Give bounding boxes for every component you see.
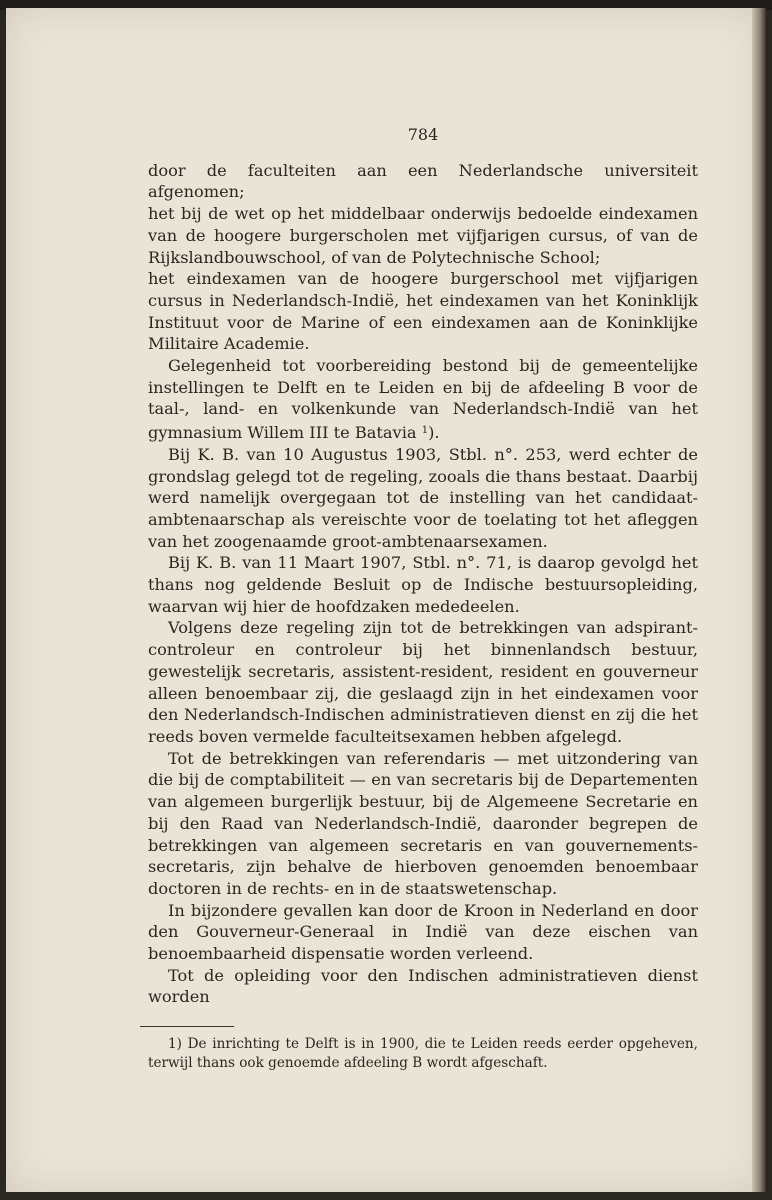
paragraph: Volgens deze regeling zijn tot de betrekkingen van adspirant-controleur en controleur bij het binnenlandsch bestuur, gewestelijk secretaris, assistent-resident, resident en gouverneur alleen benoembaar zij, die geslaagd zijn in het eindexamen voor den Nederlandsch-Indischen administratieven dienst en zij die het reeds boven vermelde faculteitsexamen hebben afgelegd. — [148, 618, 698, 746]
paragraph: In bijzondere gevallen kan door de Kroon in Nederland en door den Gouverneur-Generaal in Indië van deze eischen van benoembaarheid dispensatie worden verleend. — [148, 900, 698, 964]
footnote-reference-close: ). — [428, 423, 440, 443]
footnote-rule — [140, 1026, 234, 1027]
page-gutter-edge — [752, 8, 766, 1192]
footnote: 1) De inrichting te Delft is in 1900, die te Leiden reeds eerder opgeheven, terwijl thans ook genoemde afdeeling B wordt afgeschaft. — [148, 1036, 698, 1072]
page-content — [148, 124, 698, 1073]
paragraph: Tot de opleiding voor den Indischen administratieven dienst worden — [148, 965, 698, 1007]
paragraph: door de faculteiten aan een Nederlandsche universiteit afgenomen; — [148, 160, 698, 202]
paragraph: het eindexamen van de hoogere burgerschool met vijfjarigen cursus in Nederlandsch-Indië, het eindexamen van het Koninklijk Instituut voor de Marine of een eindexamen aan de Koninklijke Militaire Academie. — [148, 269, 698, 354]
page-number: 784 — [407, 125, 439, 144]
paragraph-text: Gelegenheid tot voorbereiding bestond bij de gemeentelijke instellingen te Delft en te Leiden en bij de afdeeling B voor de taal-, land- en volkenkunde van Nederlandsch-Indië van het gymnasium Willem III te Batavia — [148, 356, 698, 443]
paragraph: het bij de wet op het middelbaar onderwijs bedoelde eindexamen van de hoogere burgerscholen met vijfjarigen cursus, of van de Rijkslandbouwschool, of van de Polytechnische School; — [148, 204, 698, 267]
paragraph: Bij K. B. van 11 Maart 1907, Stbl. n°. 71, is daarop gevolgd het thans nog geldende Besluit op de Indische bestuursopleiding, waarvan wij hier de hoofdzaken mededeelen. — [148, 553, 698, 616]
paragraph — [148, 355, 698, 444]
paragraph: Tot de betrekkingen van referendaris — met uitzondering van die bij de comptabiliteit — en van secretaris bij de Departementen van algemeen burgerlijk bestuur, bij de Algemeene Secretarie en bij den Raad van Nederlandsch-Indië, daaronder begrepen de betrekkingen van algemeen secretaris en van gouvernements-secretaris, zijn behalve de hierboven genoemden benoembaar doctoren in de rechts- en in de staatswetenschap. — [148, 748, 698, 898]
paragraph: Bij K. B. van 10 Augustus 1903, Stbl. n°. 253, werd echter de grondslag gelegd tot de regeling, zooals die thans bestaat. Daarbij werd namelijk overgegaan tot de instelling van het candidaat-ambtenaarschap als vereischte voor de toelating tot het afleggen van het zoogenaamde groot-ambtenaarsexamen. — [148, 444, 698, 551]
footnote-reference: 1 — [421, 425, 429, 437]
